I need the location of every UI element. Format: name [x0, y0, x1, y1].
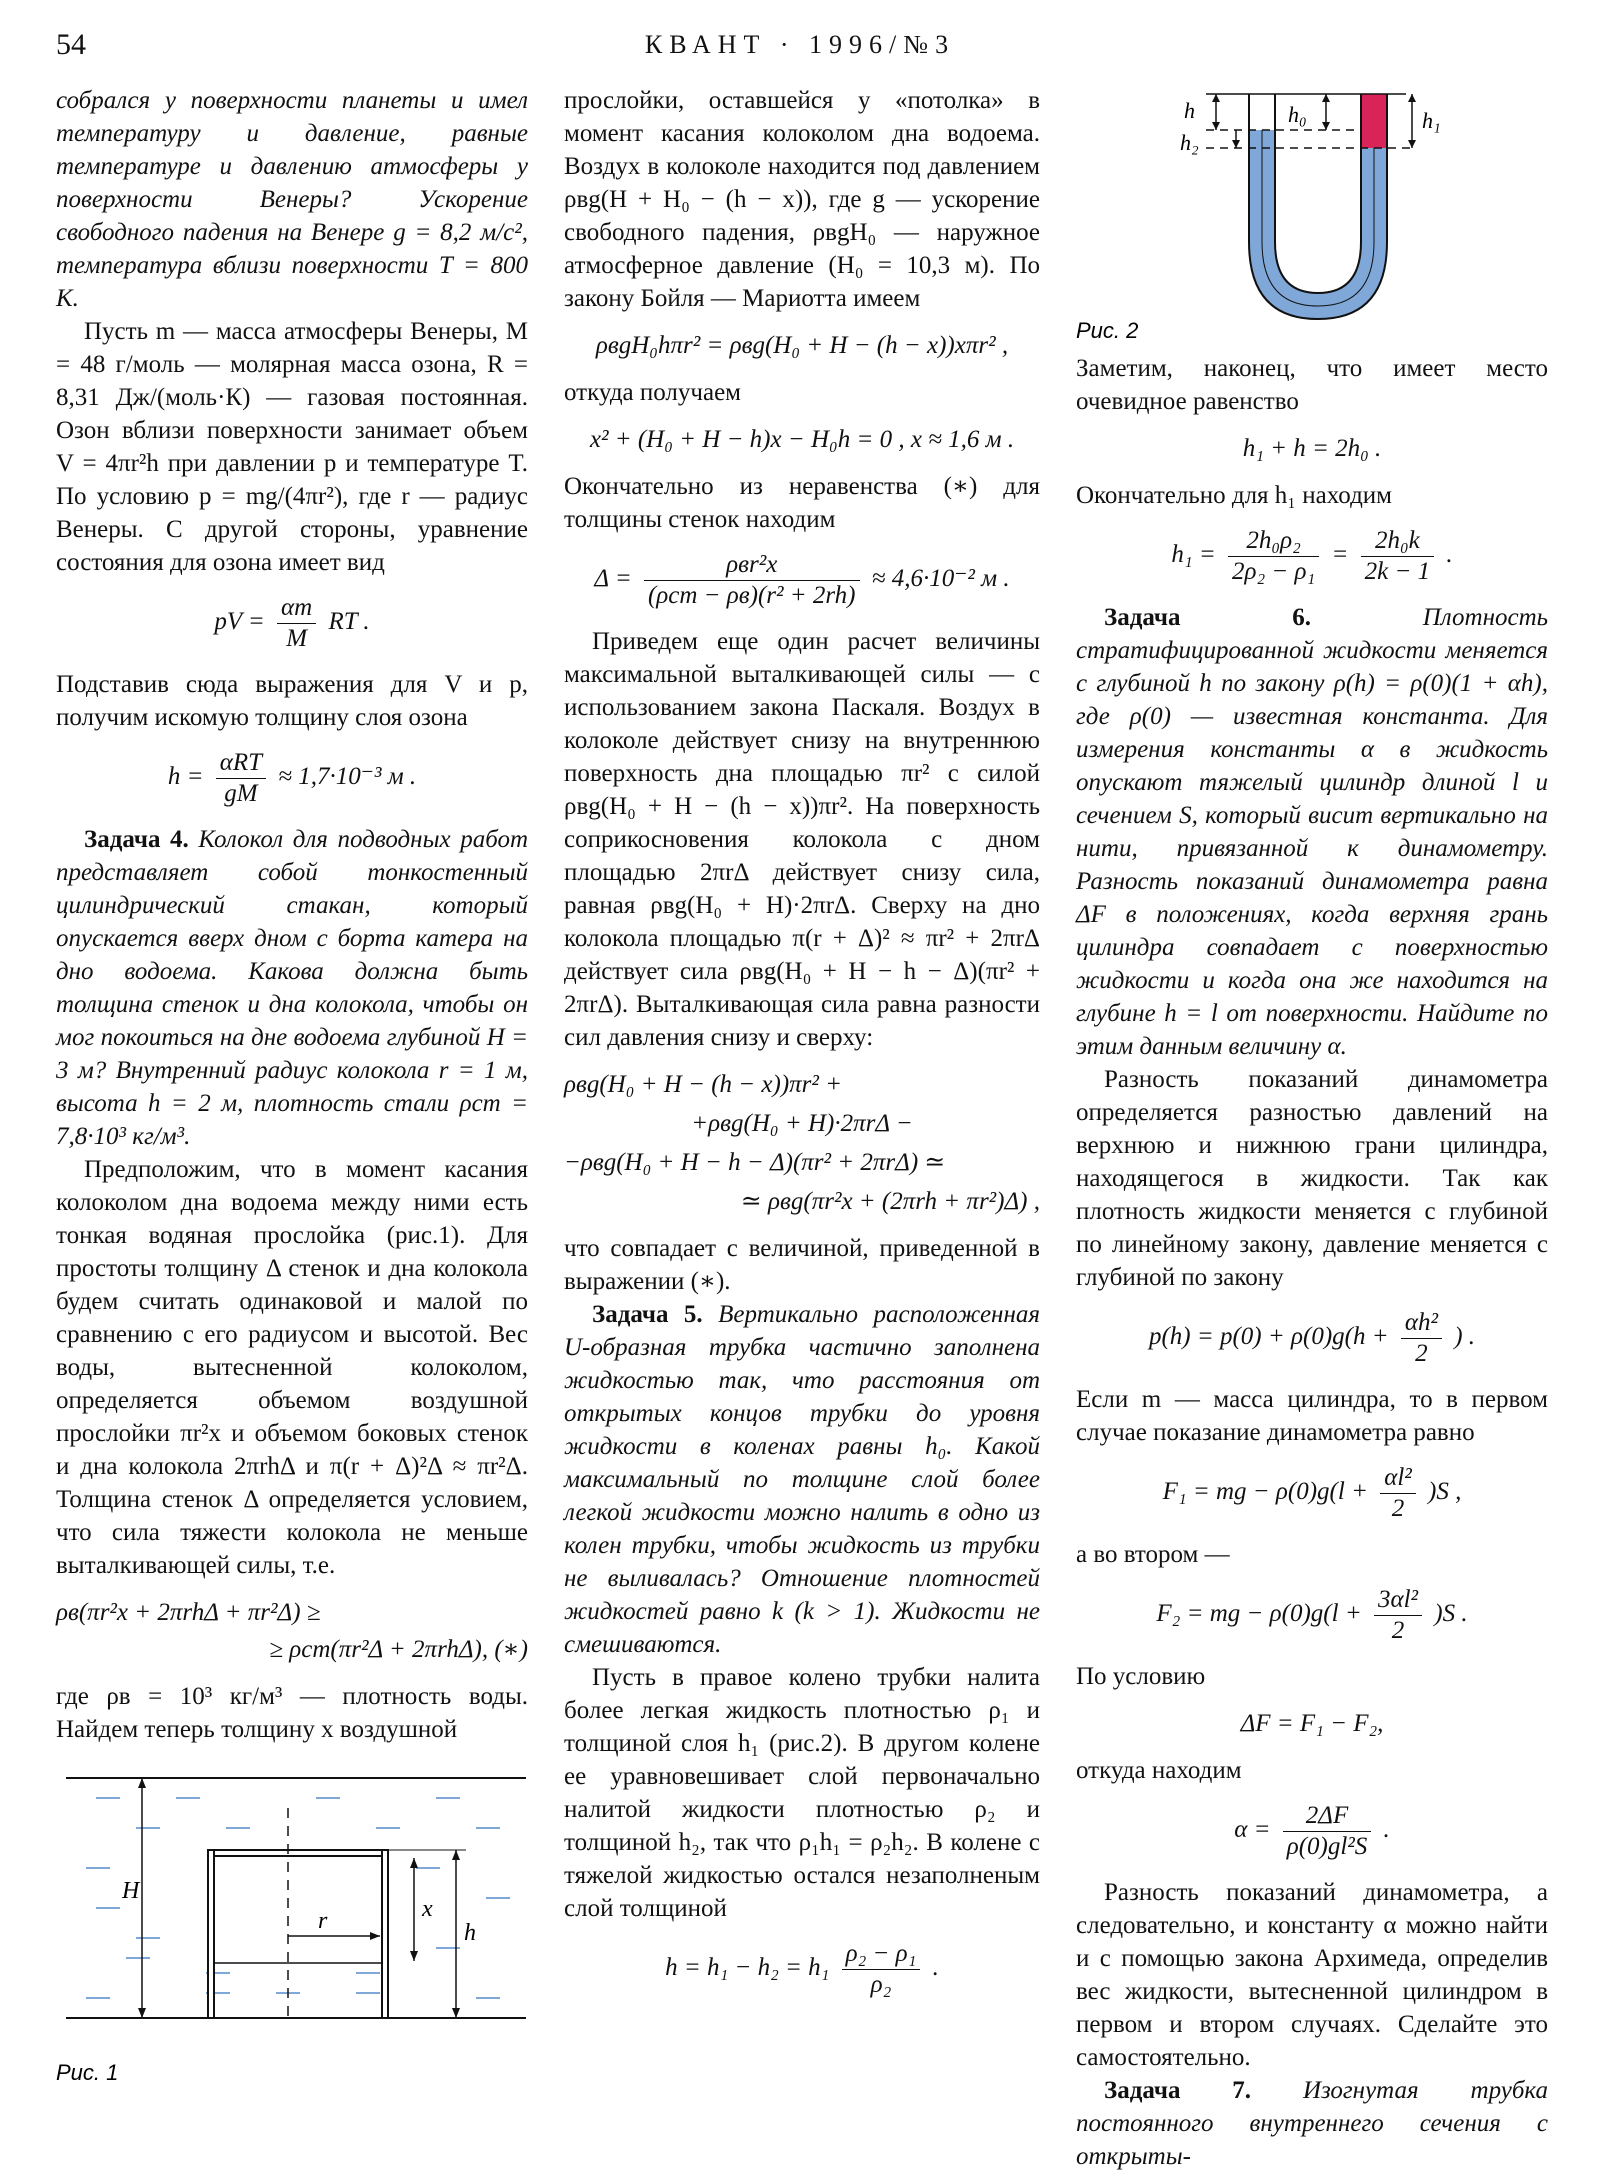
fig1-label-x: x — [422, 1896, 433, 1922]
formula-quadratic: x² + (H₀ + H − h)x − H₀h = 0 , x ≈ 1,6 м . — [589, 426, 1015, 453]
formula-alpha: α = $\frac{2\Delta F}{\text{ρ(0)gl²S}}$ . — [1234, 1802, 1390, 1860]
task7-statement: Задача 7. Изогнутая трубка постоянного внутреннего сечения с открыты- — [1076, 2077, 1548, 2170]
fig1-caption: Рис. 1 — [56, 2060, 119, 2085]
fig2-label-h: h — [1184, 98, 1195, 123]
page-header — [0, 20, 1600, 70]
col2-paragraph-6: Пусть в правое колено трубки налита более легкая жидкость плотностью ρ₁ и толщиной слоя h₁ (рис.2). В другом колене ее уравновешивает слой первоначально налитой жидкости плотностью ρ₂ и толщиной h₂, так что ρ₁h₁ = ρ₂h₂. В колене с тяжелой жидкостью остался незаполненым слой толщиной — [564, 1664, 1040, 1922]
col2-paragraph-4: Приведем еще один расчет величины максимальной выталкивающей силы — с использованием закона Паскаля. Воздух в колоколе действует снизу на внутреннюю поверхность дна площадью πr² с силой ρвg(H₀ + H − (h − x))πr². На поверхность соприкосновения колокола с дном площадью 2πrΔ действует снизу сила, равная ρвg(H₀ + H)·2πrΔ. Сверху на дно колокола площадью π(r + Δ)² ≈ πr² + 2πrΔ действует сила ρвg(H₀ + H − h − Δ)(πr² + 2πrΔ). Выталкивающая сила равна разности сил давления снизу и сверху: — [564, 628, 1040, 1051]
col3-paragraph-1: Заметим, наконец, что имеет место очевидное равенство — [1076, 355, 1548, 415]
formula-F2: F₂ = mg − ρ(0)g(l + $\frac{\text{3αl²}}{2}$ )S . — [1156, 1586, 1468, 1644]
task5-statement: Задача 5. Вертикально расположенная U-образная трубка частично заполнена жидкостью так, что расстояния от открытых концов трубки до уровня жидкости в коленах равны h₀. Какой максимальный по толщине слой более легкой жидкости можно налить в одно из колен трубки, чтобы жидкость из трубки не выливалась? Отношение плотностей жидкостей равно k (k > 1). Жидкости не смешиваются. — [564, 1301, 1040, 1658]
col2-paragraph-5: что совпадает с величиной, приведенной в выражении (∗). — [564, 1235, 1040, 1295]
column-1 — [56, 84, 528, 2098]
figure-2-u-tube — [1076, 84, 1548, 344]
col2-paragraph-3: Окончательно из неравенства (∗) для толщины стенок находим — [564, 473, 1040, 533]
formula-force-line1: ρвg(H₀ + H − (h − x))πr² + — [564, 1071, 843, 1098]
task3-tail: собрался у поверхности планеты и имел температуру и давление, равные температуре и давлению атмосферы у поверхности Венеры? Ускорение свободного падения на Венере g = 8,2 м/с², температура вблизи поверхности T = 800 К. — [56, 87, 528, 312]
formula-h1: h₁ = $\frac{\text{2h₀ρ₂}}{\text{2ρ₂ − ρ₁}}$ = $\frac{\text{2h₀k}}{2k - 1}$ . — [1171, 527, 1453, 585]
formula-boyle: ρвgH₀hπr² = ρвg(H₀ + H − (h − x))xπr² , — [595, 332, 1009, 359]
column-2 — [564, 84, 1040, 2014]
col1-paragraph-3: Подставив сюда выражения для V и p, получим искомую толщину слоя озона — [56, 671, 528, 731]
fig1-label-H: H — [122, 1878, 140, 1904]
col3-paragraph-6: По условию — [1076, 1663, 1206, 1690]
col3-paragraph-5: а во втором — — [1076, 1541, 1230, 1568]
formula-inequality-line2: ≥ ρст(πr²Δ + 2πrhΔ), (∗) — [269, 1636, 528, 1663]
task6-statement: Задача 6. Плотность стратифицированной жидкости меняется с глубиной h по закону ρ(h) = ρ(0)(1 + αh), где ρ(0) — известная константа. Для измерения константы α в жидкость опускают тяжелый цилиндр длиной l и сечением S, который висит вертикально на нити, привязанной к динамометру. Разность показаний динамометра равна ΔF в положениях, когда верхняя грань цилиндра совпадает с поверхностью жидкости и когда она же находится на глубине h = l от поверхности. Найдите по этим данным величину α. — [1076, 604, 1548, 1060]
journal-title: КВАНТ · 1996/№3 — [644, 30, 956, 59]
fig1-label-r: r — [318, 1908, 328, 1934]
col1-paragraph-2: Пусть m — масса атмосферы Венеры, M = 48 г/моль — молярная масса озона, R = 8,31 Дж/(моль·К) — газовая постоянная. Озон вблизи поверхности занимает объем V = 4πr²h при давлении p и температуре T. По условию p = mg/(4πr²), где r — радиус Венеры. С другой стороны, уравнение состояния для озона имеет вид — [56, 318, 528, 576]
formula-unfilled-layer: h = h₁ − h₂ = h₁ $\frac{\text{ρ₂ − ρ₁}}{\text{ρ₂}}$ . — [665, 1940, 939, 1998]
page-number: 54 — [56, 28, 86, 61]
formula-state-equation: pV = $\frac{\alpha m}{M}$ RT . — [214, 594, 370, 652]
formula-wall-thickness: Δ = $\frac{\text{ρвr²x}}{\text{(ρст − ρв)(r² + 2rh)}}$ ≈ 4,6·10⁻² м . — [594, 551, 1010, 609]
formula-inequality-line1: ρв(πr²x + 2πrhΔ + πr²Δ) ≥ — [56, 1599, 321, 1626]
fig1-label-h: h — [464, 1920, 476, 1946]
formula-force-line2: +ρвg(H₀ + H)·2πrΔ − — [691, 1110, 913, 1137]
formula-deltaF: ΔF = F₁ − F₂, — [1240, 1710, 1384, 1737]
formula-levels: h₁ + h = 2h₀ . — [1242, 435, 1382, 462]
col1-paragraph-5: где ρв = 10³ кг/м³ — плотность воды. Найдем теперь толщину x воздушной — [56, 1683, 528, 1743]
col2-paragraph-2: откуда получаем — [564, 379, 741, 406]
column-3 — [1076, 84, 1548, 2173]
formula-force-line3: −ρвg(H₀ + H − h − Δ)(πr² + 2πrΔ) ≃ — [564, 1149, 946, 1176]
formula-force-line4: ≃ ρвg(πr²x + (2πrh + πr²)Δ) , — [740, 1188, 1040, 1215]
col3-paragraph-3: Разность показаний динамометра определяется разностью давлений на верхнюю и нижнюю грани цилиндра, находящегося в жидкости. Так как плотность жидкости меняется с глубиной по линейному закону, давление меняется с глубиной по закону — [1076, 1066, 1548, 1291]
col3-paragraph-7: откуда находим — [1076, 1757, 1242, 1784]
col1-paragraph-4: Предположим, что в момент касания колоколом дна водоема между ними есть тонкая водяная прослойка (рис.1). Для простоты толщину Δ стенок и дна колокола будем считать одинаковой и малой по сравнению с его радиусом и высотой. Вес воды, вытесненной колоколом, определяется объемом воздушной прослойки πr²x и объемом боковых стенок и дна колокола 2πrhΔ и π(r + Δ)²Δ ≈ πr²Δ. Толщина стенок Δ определяется условием, что сила тяжести колокола не меньше выталкивающей силы, т.е. — [56, 1156, 528, 1579]
col2-paragraph-1: прослойки, оставшейся у «потолка» в момент касания колоколом дна водоема. Воздух в колоколе находится под давлением ρвg(H + H₀ − (h − x)), где g — ускорение свободного падения, ρвgH₀ — наружное атмосферное давление (H₀ = 10,3 м). По закону Бойля — Мариотта имеем — [564, 87, 1040, 312]
fig2-label-h1: h₁ — [1422, 108, 1441, 133]
col3-paragraph-4: Если m — масса цилиндра, то в первом случае показание динамометра равно — [1076, 1386, 1548, 1446]
formula-pressure: p(h) = p(0) + ρ(0)g(h + $\frac{\text{αh²}}{2}$ ) . — [1148, 1309, 1476, 1367]
fig2-caption: Рис. 2 — [1076, 318, 1139, 343]
formula-F1: F₁ = mg − ρ(0)g(l + $\frac{\text{αl²}}{2}$ )S , — [1162, 1464, 1462, 1522]
fig2-label-h2: h₂ — [1180, 130, 1199, 155]
figure-1-bell — [56, 1768, 528, 2098]
task4-statement: Задача 4. Колокол для подводных работ представляет собой тонкостенный цилиндрический стакан, который опускается вверх дном с борта катера на дно водоема. Какова должна быть толщина стенок и дна колокола, чтобы он мог покоиться на дне водоема глубиной H = 3 м? Внутренний радиус колокола r = 1 м, высота h = 2 м, плотность стали ρст = 7,8·10³ кг/м³. — [56, 826, 529, 1150]
col3-paragraph-8: Разность показаний динамометра, а следовательно, и константу α можно найти и с помощью закона Архимеда, определив вес жидкости, вытесненной цилиндром в первом и втором случаях. Сделайте это самостоятельно. — [1076, 1879, 1548, 2071]
col3-paragraph-2: Окончательно для h₁ находим — [1076, 482, 1392, 509]
fig2-label-h0: h₀ — [1288, 102, 1307, 127]
formula-ozone-thickness: h = $\frac{\text{αRT}}{gM}$ ≈ 1,7·10⁻³ м . — [167, 749, 417, 807]
